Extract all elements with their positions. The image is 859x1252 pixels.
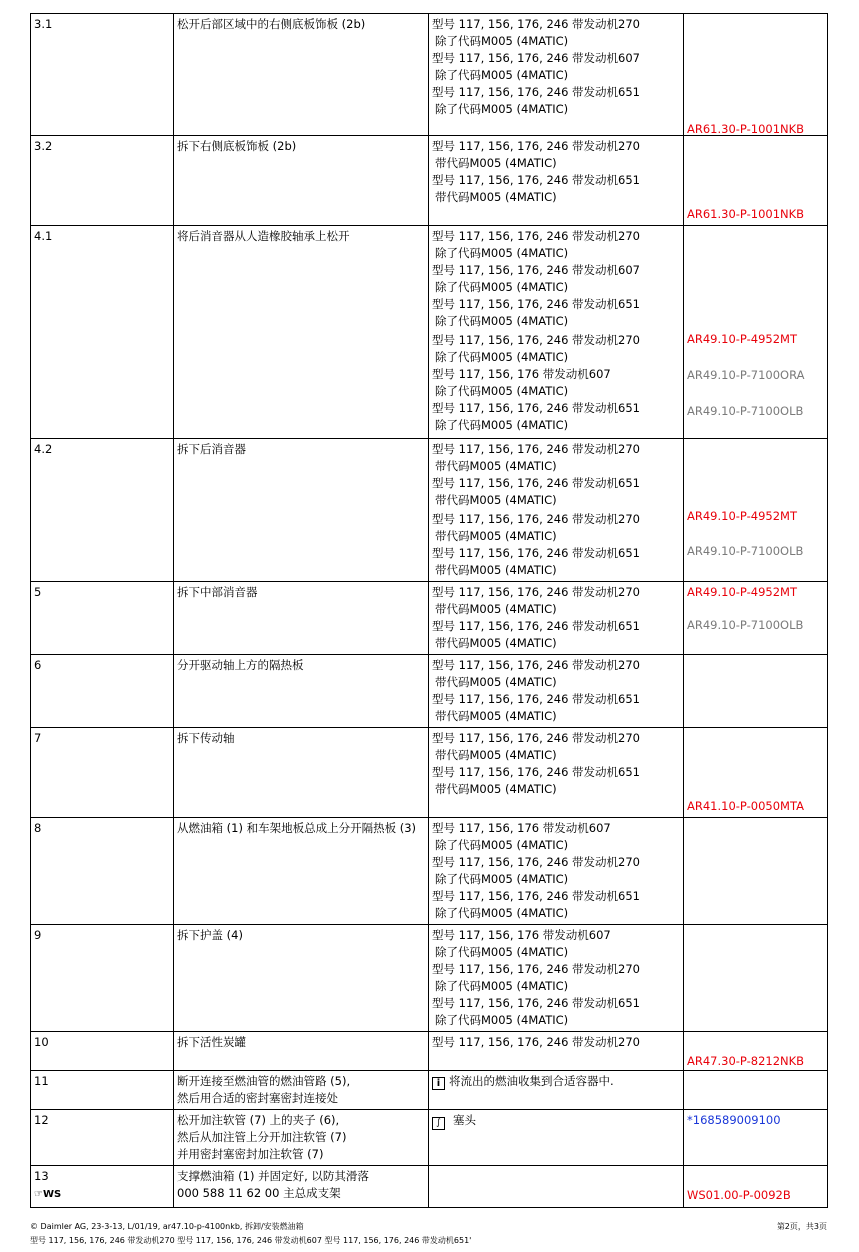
pointer-icon: ☞ <box>34 1189 43 1200</box>
step-number: 10 <box>34 1035 49 1049</box>
code-condition: 带代码M005 (4MATIC) <box>435 782 557 796</box>
action-cell <box>174 655 429 728</box>
code-condition: 带代码M005 (4MATIC) <box>435 636 557 650</box>
reference-cell <box>684 1071 828 1110</box>
model-condition: 型号 117, 156, 176, 246 带发动机270 <box>432 229 640 243</box>
code-condition: 除了代码M005 (4MATIC) <box>435 68 569 82</box>
step-number: 12 <box>34 1113 49 1127</box>
condition-cell <box>429 439 684 582</box>
reference-cell <box>684 1032 828 1071</box>
model-condition: 型号 117, 156, 176, 246 带发动机270 <box>432 855 640 869</box>
reference-link[interactable]: AR49.10-P-7100OLB <box>687 618 804 632</box>
table-row <box>31 582 828 655</box>
table-row <box>31 226 828 439</box>
reference-link[interactable]: AR49.10-P-4952MT <box>687 585 797 599</box>
code-condition: 除了代码M005 (4MATIC) <box>435 350 569 364</box>
code-condition: 除了代码M005 (4MATIC) <box>435 246 569 260</box>
reference-cell <box>684 226 828 439</box>
code-condition: 带代码M005 (4MATIC) <box>435 563 557 577</box>
action-text: 拆下后消音器 <box>177 442 246 456</box>
step-number: 5 <box>34 585 42 599</box>
model-condition: 型号 117, 156, 176, 246 带发动机651 <box>432 546 640 560</box>
action-cell <box>174 1110 429 1166</box>
action-text: 分开驱动轴上方的隔热板 <box>177 658 304 672</box>
action-cell <box>174 226 429 439</box>
step-number-cell <box>31 925 174 1032</box>
code-condition: 除了代码M005 (4MATIC) <box>435 314 569 328</box>
reference-link[interactable]: AR47.30-P-8212NKB <box>687 1054 805 1068</box>
action-cell <box>174 136 429 226</box>
reference-cell <box>684 728 828 818</box>
model-condition: 型号 117, 156, 176, 246 带发动机270 <box>432 585 640 599</box>
procedure-table <box>30 13 828 1208</box>
model-condition: 型号 117, 156, 176 带发动机607 <box>432 928 611 942</box>
action-text: 拆下护盖 (4) <box>177 928 243 942</box>
page-number: 第2页，共3页 <box>776 1222 827 1231</box>
reference-link[interactable]: WS01.00-P-0092B <box>687 1188 791 1202</box>
code-condition: 带代码M005 (4MATIC) <box>435 529 557 543</box>
condition-cell <box>429 655 684 728</box>
code-condition: 带代码M005 (4MATIC) <box>435 156 557 170</box>
reference-link[interactable]: AR49.10-P-4952MT <box>687 332 797 346</box>
model-condition: 型号 117, 156, 176, 246 带发动机651 <box>432 476 640 490</box>
step-number: 9 <box>34 928 42 942</box>
step-number-cell <box>31 582 174 655</box>
step-number-cell <box>31 1166 174 1208</box>
action-cell <box>174 1166 429 1208</box>
step-number-cell <box>31 439 174 582</box>
action-text: 拆下活性炭罐 <box>177 1035 246 1049</box>
ws-label: WS <box>42 1189 62 1200</box>
reference-link[interactable]: AR49.10-P-7100OLB <box>687 544 804 558</box>
action-cell <box>174 728 429 818</box>
reference-cell <box>684 925 828 1032</box>
table-row <box>31 1032 828 1071</box>
model-condition: 型号 117, 156, 176, 246 带发动机651 <box>432 889 640 903</box>
step-number-cell <box>31 1032 174 1071</box>
step-number: 8 <box>34 821 42 835</box>
condition-cell <box>429 582 684 655</box>
reference-cell <box>684 1166 828 1208</box>
model-condition: 型号 117, 156, 176 带发动机607 <box>432 821 611 835</box>
code-condition: 除了代码M005 (4MATIC) <box>435 418 569 432</box>
condition-cell <box>429 1110 684 1166</box>
reference-link[interactable]: AR49.10-P-7100ORA <box>687 368 805 382</box>
step-number-cell <box>31 818 174 925</box>
reference-link[interactable]: AR49.10-P-4952MT <box>687 509 797 523</box>
action-text: 松开加注软管 (7) 上的夹子 (6), <box>177 1113 340 1127</box>
condition-cell <box>429 925 684 1032</box>
model-condition: 型号 117, 156, 176, 246 带发动机651 <box>432 85 640 99</box>
footer-models: 型号 117, 156, 176, 246 带发动机270 型号 117, 156, 176, 246 带发动机607 型号 117, 156, 176, 246 带发动机651' <box>30 1236 472 1245</box>
info-icon: i <box>432 1077 445 1090</box>
step-number: 13 <box>34 1169 49 1183</box>
code-condition: 带代码M005 (4MATIC) <box>435 602 557 616</box>
action-text: 然后从加注管上分开加注软管 (7) <box>177 1130 347 1144</box>
model-condition: 型号 117, 156, 176, 246 带发动机651 <box>432 619 640 633</box>
model-condition: 型号 117, 156, 176, 246 带发动机651 <box>432 173 640 187</box>
code-condition: 带代码M005 (4MATIC) <box>435 675 557 689</box>
model-condition: 型号 117, 156, 176, 246 带发动机651 <box>432 996 640 1010</box>
condition-cell <box>429 136 684 226</box>
step-number-cell <box>31 655 174 728</box>
code-condition: 带代码M005 (4MATIC) <box>435 493 557 507</box>
action-text: 拆下传动轴 <box>177 731 235 745</box>
reference-cell <box>684 14 828 136</box>
reference-link[interactable]: *168589009100 <box>687 1113 781 1127</box>
code-condition: 除了代码M005 (4MATIC) <box>435 838 569 852</box>
model-condition: 型号 117, 156, 176, 246 带发动机270 <box>432 139 640 153</box>
code-condition: 带代码M005 (4MATIC) <box>435 748 557 762</box>
note <box>432 1073 680 1090</box>
action-text: 000 588 11 62 00 主总成支架 <box>177 1186 341 1200</box>
table-row <box>31 728 828 818</box>
model-condition: 型号 117, 156, 176, 246 带发动机651 <box>432 297 640 311</box>
tool-icon: ∫ <box>432 1117 445 1130</box>
action-text: 松开后部区域中的右侧底板饰板 (2b) <box>177 17 366 31</box>
model-condition: 型号 117, 156, 176, 246 带发动机270 <box>432 17 640 31</box>
action-text: 然后用合适的密封塞密封连接处 <box>177 1091 338 1105</box>
note-text: 将流出的燃油收集到合适容器中. <box>449 1074 614 1088</box>
step-number: 7 <box>34 731 42 745</box>
action-text: 拆下右侧底板饰板 (2b) <box>177 139 297 153</box>
code-condition: 除了代码M005 (4MATIC) <box>435 872 569 886</box>
action-cell <box>174 818 429 925</box>
table-row <box>31 655 828 728</box>
reference-cell <box>684 1110 828 1166</box>
table-row <box>31 14 828 136</box>
model-condition: 型号 117, 156, 176, 246 带发动机270 <box>432 962 640 976</box>
note <box>432 1112 680 1130</box>
action-text: 拆下中部消音器 <box>177 585 258 599</box>
condition-cell <box>429 1166 684 1208</box>
model-condition: 型号 117, 156, 176, 246 带发动机270 <box>432 658 640 672</box>
step-number: 6 <box>34 658 42 672</box>
action-text: 支撑燃油箱 (1) 并固定好, 以防其滑落 <box>177 1169 369 1183</box>
code-condition: 除了代码M005 (4MATIC) <box>435 1013 569 1027</box>
code-condition: 除了代码M005 (4MATIC) <box>435 384 569 398</box>
step-number: 11 <box>34 1074 49 1088</box>
code-condition: 除了代码M005 (4MATIC) <box>435 280 569 294</box>
action-cell <box>174 14 429 136</box>
action-cell <box>174 1032 429 1071</box>
model-condition: 型号 117, 156, 176, 246 带发动机651 <box>432 401 640 415</box>
table-row <box>31 925 828 1032</box>
reference-cell <box>684 818 828 925</box>
model-condition: 型号 117, 156, 176, 246 带发动机607 <box>432 51 640 65</box>
reference-cell <box>684 582 828 655</box>
code-condition: 带代码M005 (4MATIC) <box>435 190 557 204</box>
step-number-cell <box>31 1110 174 1166</box>
step-number: 3.1 <box>34 17 53 31</box>
code-condition: 除了代码M005 (4MATIC) <box>435 102 569 116</box>
model-condition: 型号 117, 156, 176, 246 带发动机607 <box>432 263 640 277</box>
action-text: 断开连接至燃油管的燃油管路 (5), <box>177 1074 351 1088</box>
condition-cell <box>429 728 684 818</box>
code-condition: 除了代码M005 (4MATIC) <box>435 945 569 959</box>
condition-cell <box>429 1071 684 1110</box>
step-number: 4.1 <box>34 229 53 243</box>
step-number-cell <box>31 1071 174 1110</box>
reference-link[interactable]: AR61.30-P-1001NKB <box>687 122 805 136</box>
condition-cell <box>429 818 684 925</box>
condition-cell <box>429 1032 684 1071</box>
model-condition: 型号 117, 156, 176, 246 带发动机270 <box>432 731 640 745</box>
action-cell <box>174 925 429 1032</box>
action-cell <box>174 582 429 655</box>
table-row <box>31 136 828 226</box>
workshop-tool-icon[interactable] <box>34 1186 170 1203</box>
condition-cell <box>429 226 684 439</box>
step-number-cell <box>31 728 174 818</box>
code-condition: 带代码M005 (4MATIC) <box>435 709 557 723</box>
step-number: 4.2 <box>34 442 53 456</box>
model-condition: 型号 117, 156, 176 带发动机607 <box>432 367 611 381</box>
table-row <box>31 818 828 925</box>
footer-copyright: © Daimler AG, 23-3-13, L/01/19, ar47.10-p-4100nkb, 拆卸/安装燃油箱 <box>30 1222 304 1231</box>
model-condition: 型号 117, 156, 176, 246 带发动机270 <box>432 333 640 347</box>
step-number-cell <box>31 136 174 226</box>
reference-link[interactable]: AR49.10-P-7100OLB <box>687 404 804 418</box>
action-cell <box>174 439 429 582</box>
action-text: 将后消音器从人造橡胶轴承上松开 <box>177 229 350 243</box>
code-condition: 除了代码M005 (4MATIC) <box>435 906 569 920</box>
reference-link[interactable]: AR41.10-P-0050MTA <box>687 799 804 813</box>
reference-cell <box>684 655 828 728</box>
action-text: 并用密封塞密封加注软管 (7) <box>177 1147 324 1161</box>
action-cell <box>174 1071 429 1110</box>
model-condition: 型号 117, 156, 176, 246 带发动机270 <box>432 1035 640 1049</box>
step-number: 3.2 <box>34 139 53 153</box>
code-condition: 带代码M005 (4MATIC) <box>435 459 557 473</box>
table-row <box>31 439 828 582</box>
code-condition: 除了代码M005 (4MATIC) <box>435 34 569 48</box>
step-number-cell <box>31 226 174 439</box>
table-row <box>31 1071 828 1110</box>
reference-cell <box>684 136 828 226</box>
table-row <box>31 1110 828 1166</box>
action-text: 从燃油箱 (1) 和车架地板总成上分开隔热板 (3) <box>177 821 417 835</box>
reference-cell <box>684 439 828 582</box>
condition-cell <box>429 14 684 136</box>
table-row <box>31 1166 828 1208</box>
code-condition: 除了代码M005 (4MATIC) <box>435 979 569 993</box>
model-condition: 型号 117, 156, 176, 246 带发动机270 <box>432 442 640 456</box>
model-condition: 型号 117, 156, 176, 246 带发动机270 <box>432 512 640 526</box>
model-condition: 型号 117, 156, 176, 246 带发动机651 <box>432 765 640 779</box>
reference-link[interactable]: AR61.30-P-1001NKB <box>687 207 805 221</box>
model-condition: 型号 117, 156, 176, 246 带发动机651 <box>432 692 640 706</box>
note-text: 塞头 <box>453 1113 476 1127</box>
step-number-cell <box>31 14 174 136</box>
